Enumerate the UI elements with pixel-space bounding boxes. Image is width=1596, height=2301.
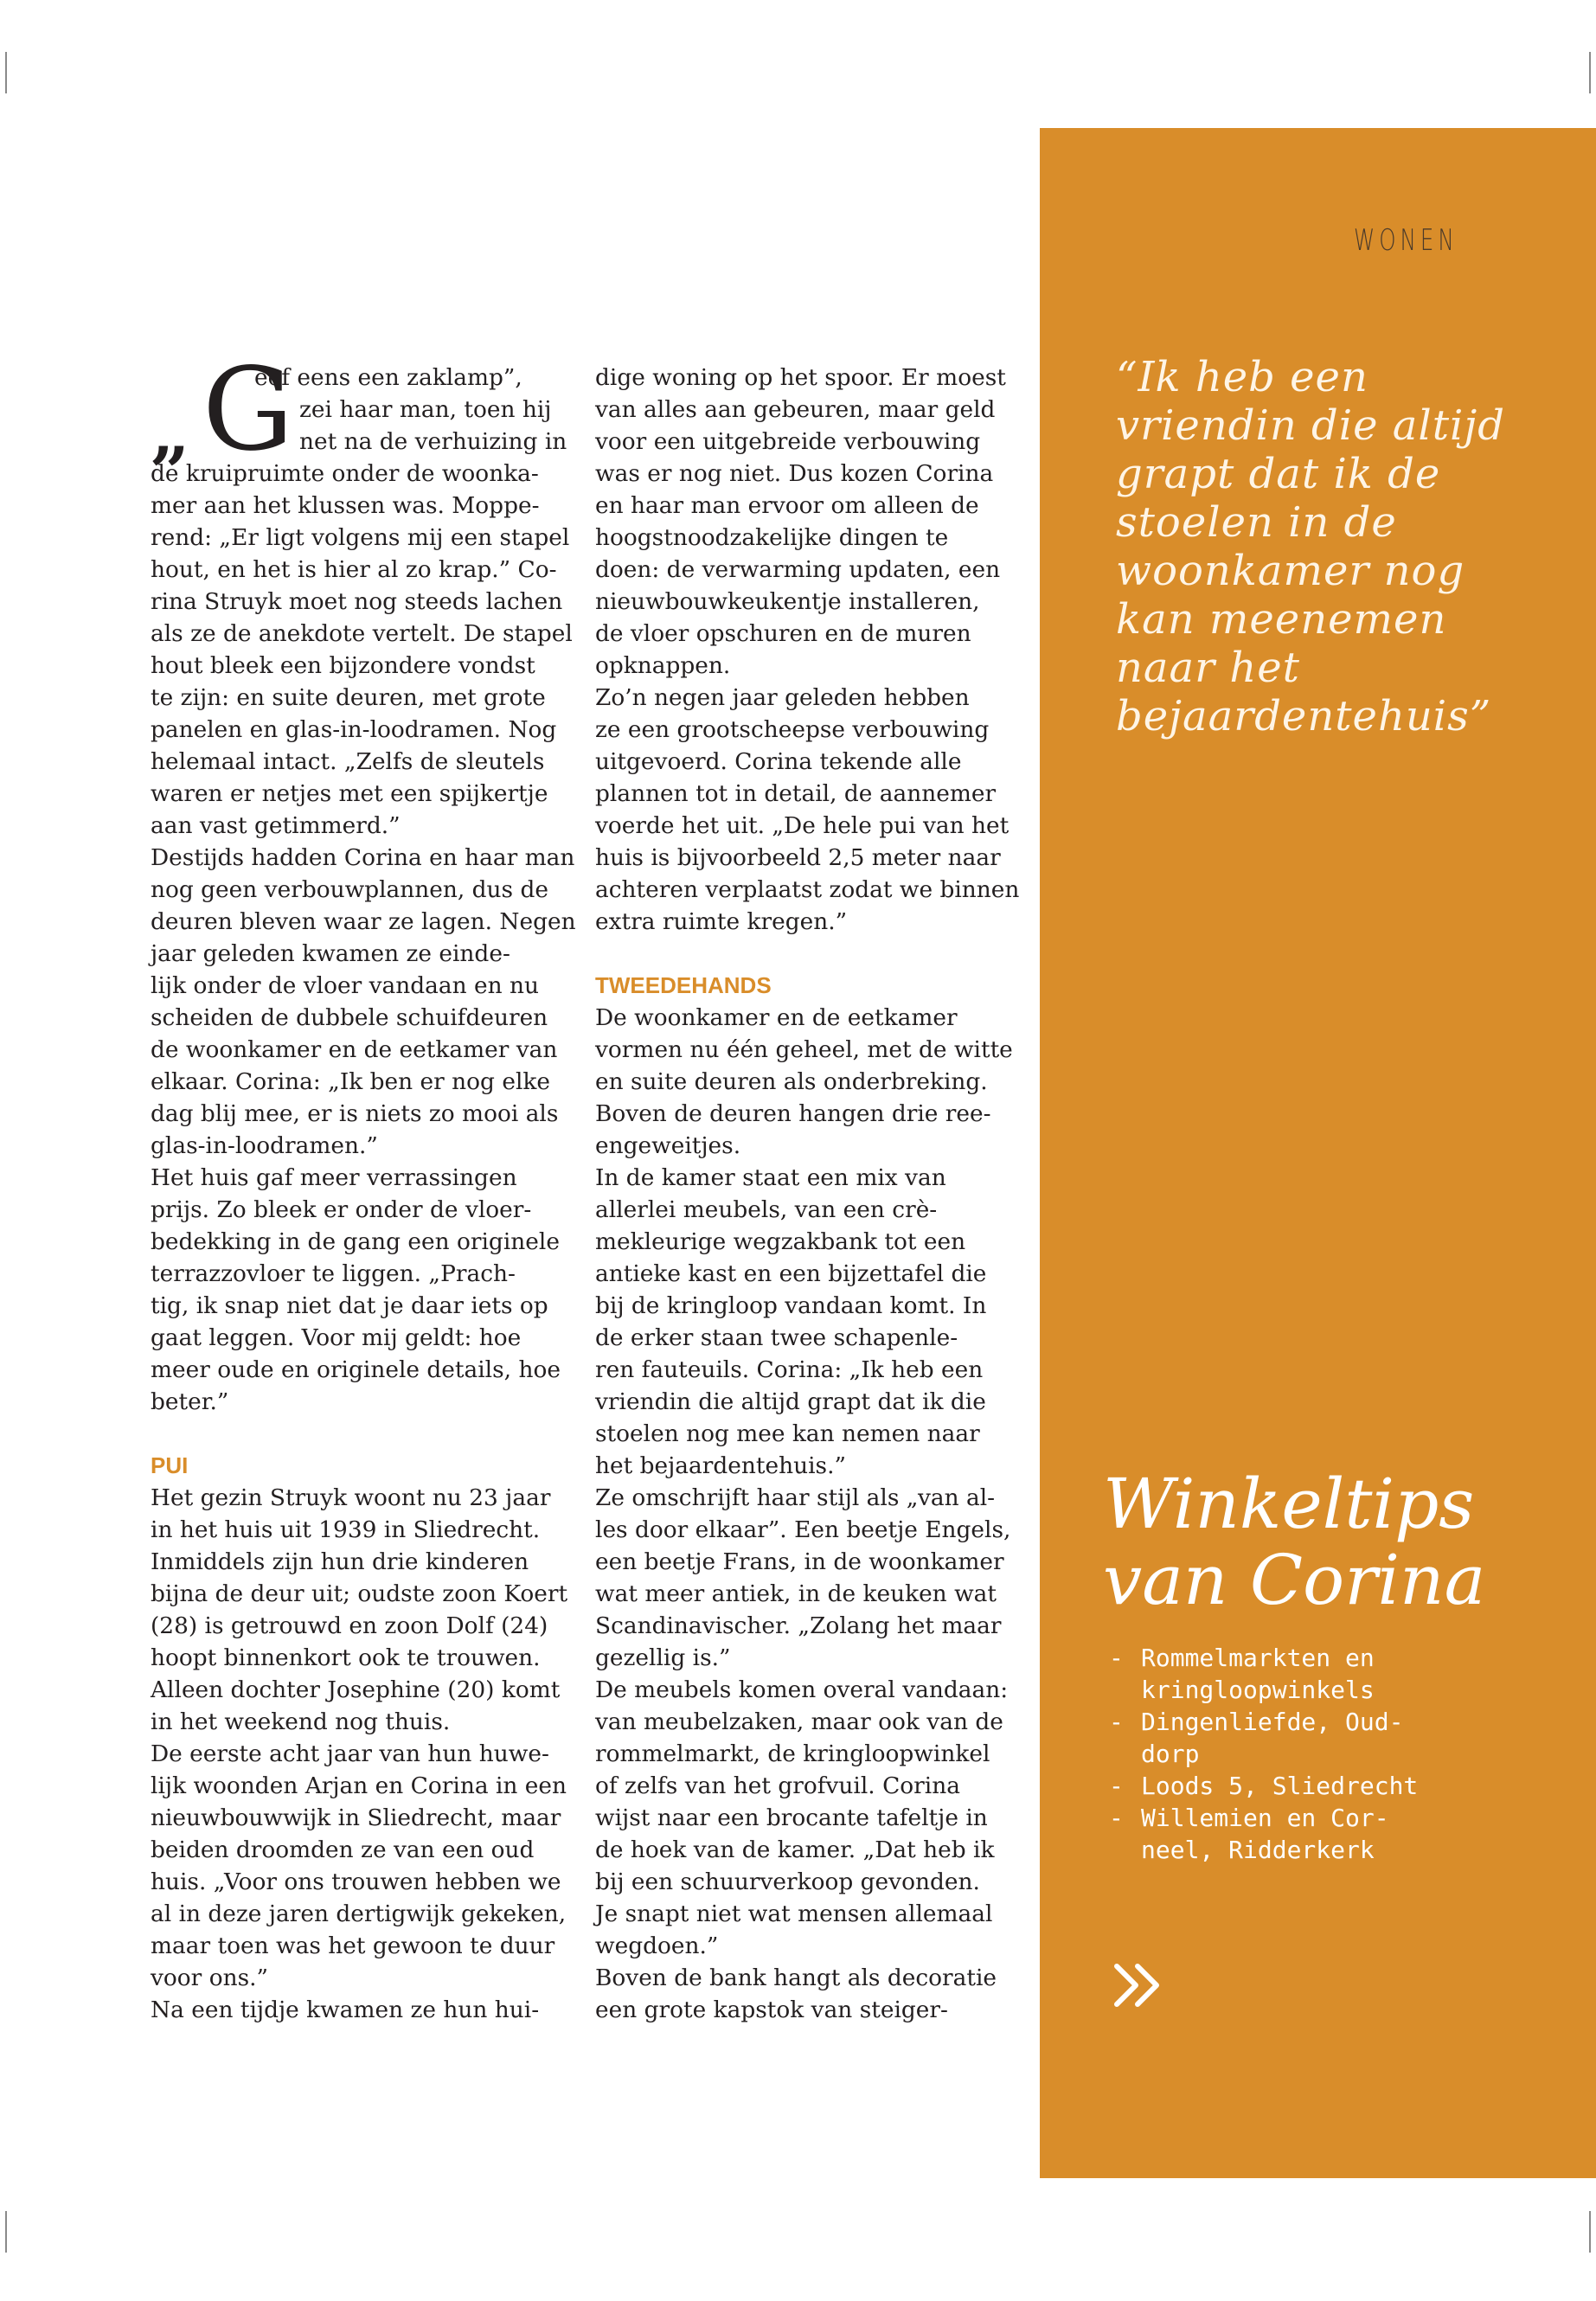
text-line: meer oude en originele details, hoe [151, 1356, 561, 1383]
text-line: en suite deuren als onderbreking. [595, 1068, 988, 1095]
text-line: Ze omschrijft haar stijl als „van al- [595, 1484, 996, 1511]
paragraph [595, 1162, 1010, 1482]
text-line: nieuwbouwkeukentje installeren, [595, 588, 980, 615]
text-line: hout bleek een bijzondere vondst [151, 652, 535, 679]
text-line: rommelmarkt, de kringloopwinkel [595, 1740, 990, 1767]
text-line: Boven de deuren hangen drie ree- [595, 1100, 991, 1127]
bullet-dash: - [1109, 1772, 1124, 1800]
paragraph [151, 1738, 566, 1994]
text-line: extra ruimte kregen.” [595, 908, 848, 935]
text-line: jaar geleden kwamen ze einde- [151, 940, 510, 967]
pull-quote: “Ik heb een vriendin die altijd grapt dat ik de stoelen in de woonkamer nog kan meenemen naar het bejaardentehuis” [1116, 353, 1505, 740]
text-line: Boven de bank hangt als decoratie [595, 1965, 997, 1991]
text-line: wegdoen.” [595, 1932, 719, 1959]
text-line: gaat leggen. Voor mij geldt: hoe [151, 1324, 522, 1351]
tips-list-item [1109, 1706, 1455, 1770]
text-line: voerde het uit. „De hele pui van het [595, 812, 1010, 839]
text-line: engeweitjes. [595, 1132, 741, 1159]
text-line: plannen tot in detail, de aannemer [595, 780, 997, 807]
text-line: rina Struyk moet nog steeds lachen [151, 588, 563, 615]
drop-cap: G [202, 343, 294, 477]
text-line: helemaal intact. „Zelfs de sleutels [151, 748, 545, 775]
text-line: hoogstnoodzakelijke dingen te [595, 524, 949, 551]
paragraph [151, 1482, 566, 1738]
text-line: doen: de verwarming updaten, een [595, 556, 1001, 583]
text-line: Het gezin Struyk woont nu 23 jaar [151, 1484, 551, 1511]
crop-mark-top-right [1589, 52, 1591, 93]
text-line: voor ons.” [151, 1965, 268, 1991]
text-line: dige woning op het spoor. Er moest [595, 364, 1006, 391]
tips-item-line: dorp [1141, 1740, 1200, 1768]
text-line: van meubelzaken, maar ook van de [595, 1708, 1003, 1735]
text-line: Scandinavischer. „Zolang het maar [595, 1612, 1002, 1639]
bullet-dash: - [1109, 1644, 1124, 1672]
text-line: de hoek van de kamer. „Dat heb ik [595, 1836, 995, 1863]
paragraph [595, 1002, 1013, 1162]
text-line: nieuwbouwwijk in Sliedrecht, maar [151, 1804, 561, 1831]
text-line: De woonkamer en de eetkamer [595, 1004, 958, 1031]
article-column-right [595, 362, 1020, 2026]
text-line: voor een uitgebreide verbouwing [595, 428, 981, 455]
text-line: een beetje Frans, in de woonkamer [595, 1548, 1004, 1575]
text-line: wat meer antiek, in de keuken wat [595, 1580, 997, 1607]
text-line: nog geen verbouwplannen, dus de [151, 876, 548, 903]
paragraph [595, 362, 1010, 682]
text-line: bedekking in de gang een originele [151, 1228, 560, 1255]
text-line: als ze de anekdote vertelt. De stapel [151, 620, 573, 647]
text-line: In de kamer staat een mix van [595, 1164, 946, 1191]
text-line: rend: „Er ligt volgens mij een stapel [151, 524, 570, 551]
text-line: Zo’n negen jaar geleden hebben [595, 684, 970, 711]
tips-list-item [1109, 1802, 1455, 1866]
text-line: ze een grootscheepse verbouwing [595, 716, 990, 743]
text-line: het bejaardentehuis.” [595, 1452, 846, 1479]
text-line: in het huis uit 1939 in Sliedrecht. [151, 1516, 541, 1543]
subheading-pui: PUI [151, 1452, 189, 1478]
paragraph [595, 1962, 1010, 2026]
text-line: glas-in-loodramen.” [151, 1132, 378, 1159]
bullet-dash: - [1109, 1804, 1124, 1832]
tips-item-line: Dingenliefde, Oud- [1141, 1708, 1404, 1736]
text-line: panelen en glas-in-loodramen. Nog [151, 716, 557, 743]
text-line: beter.” [151, 1388, 229, 1415]
text-line: was er nog niet. Dus kozen Corina [595, 460, 994, 487]
text-line: te zijn: en suite deuren, met grote [151, 684, 546, 711]
text-line: ren fauteuils. Corina: „Ik heb een [595, 1356, 984, 1383]
opening-quote-mark: „ [151, 392, 191, 473]
paragraph [595, 682, 1020, 938]
text-line: Inmiddels zijn hun drie kinderen [151, 1548, 529, 1575]
tips-title-line: Winkeltips [1103, 1464, 1475, 1544]
tips-item-line: Willemien en Cor- [1141, 1804, 1389, 1832]
paragraph [595, 1674, 1010, 1962]
text-line: mer aan het klussen was. Moppe- [151, 492, 540, 519]
text-line: hoopt binnenkort ook te trouwen. [151, 1644, 541, 1671]
text-line: de kruipruimte onder de woonka- [151, 460, 539, 487]
tips-list [1109, 1642, 1455, 1866]
paragraph [151, 458, 573, 842]
text-line: De eerste acht jaar van hun huwe- [151, 1740, 549, 1767]
crop-mark-top-left [5, 52, 7, 93]
text-line: zei haar man, toen hij [299, 396, 552, 423]
double-chevron-right-icon [1112, 1959, 1172, 2011]
text-line: een grote kapstok van steiger- [595, 1997, 948, 2023]
text-line: elkaar. Corina: „Ik ben er nog elke [151, 1068, 550, 1095]
text-line: lijk onder de vloer vandaan en nu [151, 972, 539, 999]
text-line: of zelfs van het grofvuil. Corina [595, 1772, 960, 1799]
text-line: Na een tijdje kwamen ze hun hui- [151, 1997, 540, 2023]
text-line: huis is bijvoorbeeld 2,5 meter naar [595, 844, 1001, 871]
tips-title-line: van Corina [1103, 1540, 1486, 1620]
text-line: bij de kringloop vandaan komt. In [595, 1292, 987, 1319]
text-line: Alleen dochter Josephine (20) komt [151, 1676, 561, 1703]
text-line: in het weekend nog thuis. [151, 1708, 451, 1735]
text-line: maar toen was het gewoon te duur [151, 1932, 555, 1959]
text-line: de erker staan twee schapenle- [595, 1324, 958, 1351]
subheading-tweedehands: TWEEDEHANDS [595, 972, 772, 998]
text-line: allerlei meubels, van een crè- [595, 1196, 938, 1223]
text-line: les door elkaar”. Een beetje Engels, [595, 1516, 1011, 1543]
text-line: de woonkamer en de eetkamer van [151, 1036, 558, 1063]
text-line: scheiden de dubbele schuifdeuren [151, 1004, 548, 1031]
tips-list-item [1109, 1770, 1455, 1802]
text-line: bijna de deur uit; oudste zoon Koert [151, 1580, 568, 1607]
text-line: uitgevoerd. Corina tekende alle [595, 748, 962, 775]
crop-mark-bottom-right [1589, 2211, 1591, 2253]
text-line: deuren bleven waar ze lagen. Negen [151, 908, 576, 935]
text-line: (28) is getrouwd en zoon Dolf (24) [151, 1612, 548, 1639]
text-line: De meubels komen overal vandaan: [595, 1676, 1009, 1703]
text-line: al in deze jaren dertigwijk gekeken, [151, 1900, 567, 1927]
paragraph [595, 1482, 1010, 1674]
tips-title [1103, 1466, 1570, 1618]
text-line: hout, en het is hier al zo krap.” Co- [151, 556, 557, 583]
text-line: de vloer opschuren en de muren [595, 620, 971, 647]
text-line: Destijds hadden Corina en haar man [151, 844, 575, 871]
text-line: stoelen nog mee kan nemen naar [595, 1420, 980, 1447]
text-line: mekleurige wegzakbank tot een [595, 1228, 966, 1255]
text-line: waren er netjes met een spijkertje [151, 780, 548, 807]
text-line: bij een schuurverkoop gevonden. [595, 1868, 980, 1895]
text-line: Het huis gaf meer verrassingen [151, 1164, 517, 1191]
text-line: en haar man ervoor om alleen de [595, 492, 979, 519]
paragraph [151, 1162, 566, 1418]
text-line: vormen nu één geheel, met de witte [595, 1036, 1013, 1063]
tips-item-line: Rommelmarkten en [1141, 1644, 1375, 1672]
crop-mark-bottom-left [5, 2211, 7, 2253]
text-line: wijst naar een brocante tafeltje in [595, 1804, 988, 1831]
text-line: terrazzovloer te liggen. „Prach- [151, 1260, 516, 1287]
text-line: dag blij mee, er is niets zo mooi als [151, 1100, 559, 1127]
text-line: achteren verplaatst zodat we binnen [595, 876, 1020, 903]
text-line: antieke kast en een bijzettafel die [595, 1260, 987, 1287]
text-line: opknappen. [595, 652, 731, 679]
text-line: lijk woonden Arjan en Corina in een [151, 1772, 567, 1799]
tips-item-line: kringloopwinkels [1141, 1676, 1375, 1704]
text-line: net na de verhuizing in [299, 428, 567, 455]
text-line: Je snapt niet wat mensen allemaal [595, 1900, 993, 1927]
section-label: WONEN [1354, 223, 1458, 258]
text-line: tig, ik snap niet dat je daar iets op [151, 1292, 548, 1319]
tips-item-line: neel, Ridderkerk [1141, 1836, 1375, 1864]
tips-list-item [1109, 1642, 1455, 1706]
text-line: aan vast getimmerd.” [151, 812, 401, 839]
text-line: beiden droomden ze van een oud [151, 1836, 535, 1863]
text-line: huis. „Voor ons trouwen hebben we [151, 1868, 561, 1895]
text-line: eef eens een zaklamp”, [254, 364, 522, 391]
tips-item-line: Loods 5, Sliedrecht [1141, 1772, 1419, 1800]
paragraph [151, 1994, 566, 2026]
text-line: van alles aan gebeuren, maar geld [595, 396, 996, 423]
bullet-dash: - [1109, 1708, 1124, 1736]
text-line: prijs. Zo bleek er onder de vloer- [151, 1196, 532, 1223]
text-line: gezellig is.” [595, 1644, 731, 1671]
paragraph [151, 842, 576, 1162]
text-line: vriendin die altijd grapt dat ik die [595, 1388, 986, 1415]
article-column-left [151, 343, 576, 2026]
